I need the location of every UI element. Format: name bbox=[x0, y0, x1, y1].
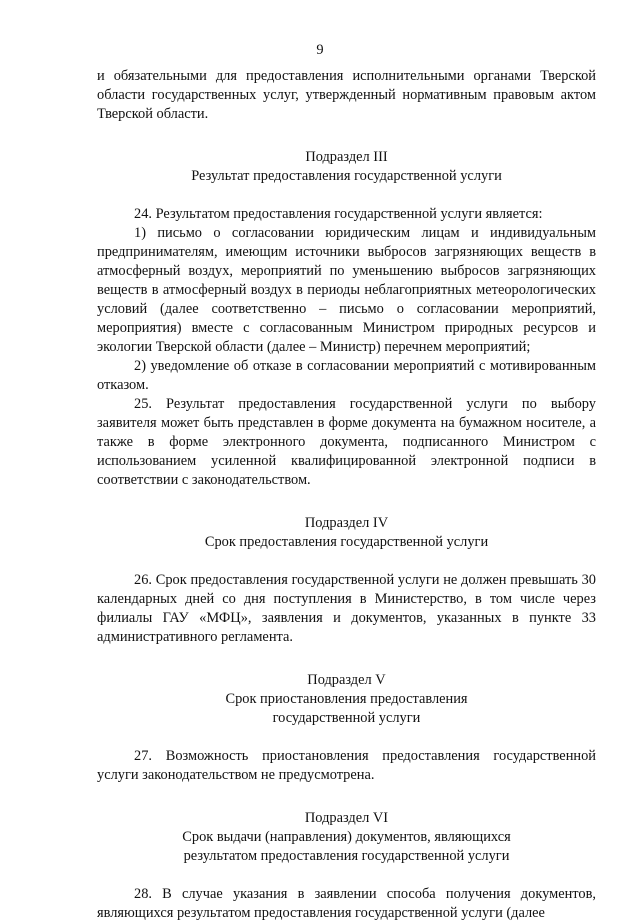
subsection-5-title-line-1: Срок приостановления предоставления bbox=[225, 691, 468, 707]
paragraph-26: 26. Срок предоставления государственной услуги не должен превышать 30 календарных дней со дня поступления в Министерство, в том числе через филиалы ГАУ «МФЦ», заявления и документов, указанных в пункте 33 административного регламента. bbox=[97, 572, 596, 645]
paragraph-24: 24. Результатом предоставления государственной услуги является: bbox=[134, 206, 543, 222]
subsection-5-title-line-2: государственной услуги bbox=[272, 710, 421, 726]
intro-paragraph: и обязательными для предоставления исполнительными органами Тверской области государственных услуг, утвержденный нормативным правовым актом Тверской области. bbox=[97, 68, 596, 122]
subsection-6-label: Подраздел VI bbox=[304, 810, 389, 826]
subsection-4-label: Подраздел IV bbox=[304, 515, 389, 531]
page-content bbox=[97, 67, 596, 923]
subsection-6-title-line-2: результатом предоставления государственной услуги bbox=[183, 848, 510, 864]
subsection-6-title-line-1: Срок выдачи (направления) документов, являющихся bbox=[182, 829, 511, 845]
subsection-4-title: Срок предоставления государственной услуги bbox=[204, 534, 489, 550]
paragraph-28: 28. В случае указания в заявлении способа получения документов, являющихся результатом предоставления государственной услуги (далее bbox=[97, 886, 596, 921]
page-number: 9 bbox=[316, 42, 324, 58]
subsection-3-label: Подраздел III bbox=[305, 149, 388, 165]
paragraph-24-item-1: 1) письмо о согласовании юридическим лицам и индивидуальным предпринимателям, имеющим источники выбросов загрязняющих веществ в атмосферный воздух, мероприятий по уменьшению выбросов загрязняющих веществ в атмосферный воздух в периоды неблагоприятных метеорологических условий (далее соответственно – письмо о согласовании мероприятий, мероприятия) вместе с согласованным Министром природных ресурсов и экологии Тверской области (далее – Министр) перечнем мероприятий; bbox=[97, 225, 596, 355]
paragraph-24-item-2: 2) уведомление об отказе в согласовании мероприятий с мотивированным отказом. bbox=[97, 358, 596, 393]
paragraph-25: 25. Результат предоставления государственной услуги по выбору заявителя может быть представлен в форме документа на бумажном носителе, а также в форме электронного документа, подписанного Министром с использованием усиленной квалифицированной электронной подписи в соответствии с законодательством. bbox=[97, 396, 596, 488]
paragraph-27: 27. Возможность приостановления предоставления государственной услуги законодательством не предусмотрена. bbox=[97, 748, 596, 783]
subsection-5-label: Подраздел V bbox=[307, 672, 386, 688]
subsection-3-title: Результат предоставления государственной услуги bbox=[191, 168, 502, 184]
